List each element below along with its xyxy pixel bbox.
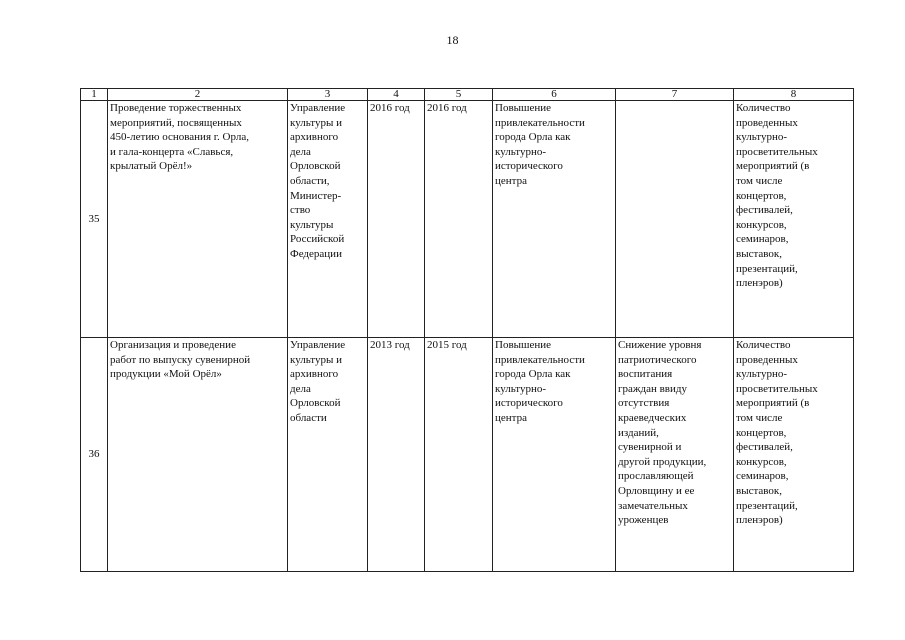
end-cell [425,101,493,338]
activity-cell [108,101,288,338]
measures-table [80,88,854,572]
column-number: 2 [108,89,288,101]
start-cell [368,338,425,572]
indicator-cell [734,338,854,572]
end-year: 2016 год [427,102,467,114]
consequence-cell [616,101,734,338]
end-year: 2015 год [427,339,467,351]
column-number: 5 [425,89,493,101]
column-number: 3 [288,89,368,101]
column-number: 4 [368,89,425,101]
column-numbers-row [81,89,854,101]
consequence-cell [616,338,734,572]
column-number: 1 [81,89,108,101]
table-row [81,101,854,338]
executor-cell [288,101,368,338]
activity-text: Организация и проведение работ по выпуску сувенирной продукции «Мой Орёл» [110,339,251,381]
result-text: Повышение привлекательности города Орла как культурно- исторического центра [495,339,585,424]
result-text: Повышение привлекательности города Орла как культурно- исторического центра [495,102,585,187]
column-number: 7 [616,89,734,101]
start-cell [368,101,425,338]
end-cell [425,338,493,572]
page-number: 18 [446,33,459,47]
consequence-text: Снижение уровня патриотического воспитания граждан ввиду отсутствия краеведческих изданий, сувенирной и другой продукции, прославляющей Орловщину и ее замечательных уроженцев [618,339,707,527]
row-number: 36 [81,338,108,572]
column-number: 8 [734,89,854,101]
activity-cell [108,338,288,572]
activity-text: Проведение торжественных мероприятий, посвященных 450-летию основания г. Орла, и гала-концерта «Славься, крылатый Орёл!» [110,102,249,173]
indicator-cell [734,101,854,338]
start-year: 2016 год [370,102,410,114]
executor-text: Управление культуры и архивного дела Орловской области, Министер- ство культуры Российской Федерации [290,102,346,260]
executor-text: Управление культуры и архивного дела Орловской области [290,339,346,424]
column-number: 6 [493,89,616,101]
result-cell [493,101,616,338]
executor-cell [288,338,368,572]
row-number: 35 [81,101,108,338]
indicator-text: Количество проведенных культурно- просветительных мероприятий (в том числе концертов, фестивалей, конкурсов, семинаров, выставок, презентаций, пленэров) [736,339,818,527]
start-year: 2013 год [370,339,410,351]
indicator-text: Количество проведенных культурно- просветительных мероприятий (в том числе концертов, фестивалей, конкурсов, семинаров, выставок, презентаций, пленэров) [736,102,818,290]
table-row [81,338,854,572]
result-cell [493,338,616,572]
